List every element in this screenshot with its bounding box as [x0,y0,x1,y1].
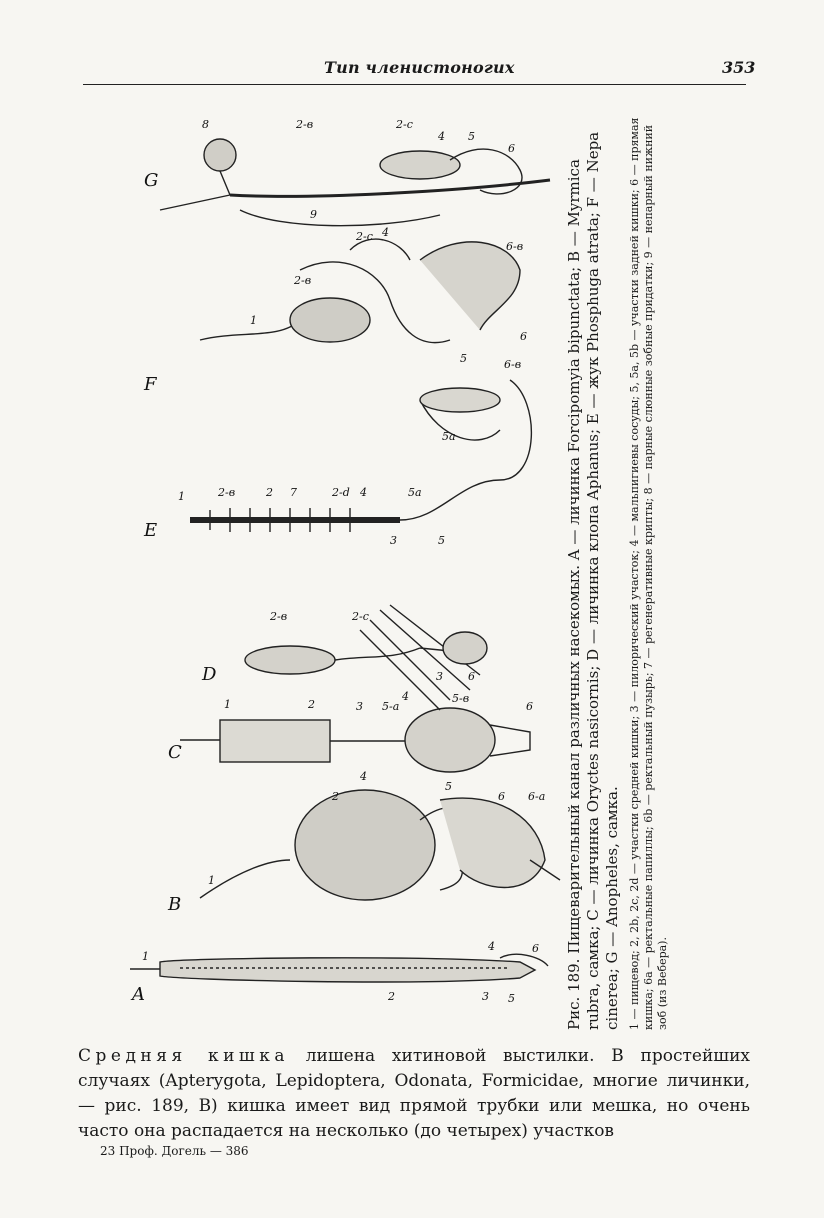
label-c-5b: 5-в [452,692,470,705]
label-e-6b: 6-в [504,358,522,371]
panel-letter-g: G [144,170,159,191]
running-head: Тип членистоногих [324,58,515,77]
footer-signature: 23 Проф. Догель — 386 [100,1144,249,1158]
label-d-4: 4 [402,690,409,703]
label-e-5a-1: 5а [408,486,422,499]
label-b-1: 1 [208,874,215,887]
caption-legend: 1 — пищевод; 2, 2b, 2c, 2d — участки средней кишки; 3 — пилорический участок; 4 — мальпигиевы сосуды; 5, 5a, 5b — участки задней кишки; 6 — прямая кишка; 6a — ректальные папиллы; 6b — ректальный пузырь; 7 — регенеративные крипты; 8 — парные слюнные зобные придатки; 9 — непарный нижний зоб (из Вебера). [628,117,669,1030]
label-f-4: 4 [382,226,389,239]
label-d-6: 6 [468,670,475,683]
label-d-2c: 2-с [352,610,369,623]
label-a-2: 2 [388,990,395,1003]
label-b-6: 6 [498,790,505,803]
panel-e-drawing [190,380,531,532]
body-paragraph [78,1044,750,1144]
label-c-1: 1 [224,698,231,711]
label-d-3: 3 [436,670,443,683]
caption-main: Рис. 189. Пищеварительный канал различных насекомых. A — личинка Forcipomyia bipunctata; B — Myrmica rubra, самка; C — личинка Oryctes nasicornis; D — личинка клопа Aphanus; E — жук Phosphuga atrata; F — Nepa cinerea; G — Anopheles, самка. [565,131,621,1030]
label-b-6a: 6-a [528,790,546,803]
label-f-2b: 2-в [294,274,312,287]
label-c-5a: 5-a [382,700,400,713]
label-g-9: 9 [310,208,317,221]
label-e-1: 1 [178,490,185,503]
panel-f-drawing [200,239,520,343]
header-rule [83,84,746,85]
label-b-2: 2 [332,790,339,803]
label-a-1: 1 [142,950,149,963]
label-e-2: 2 [266,486,273,499]
label-f-1: 1 [250,314,257,327]
label-f-5: 5 [460,352,467,365]
label-f-6b: 6-в [506,240,524,253]
panel-letter-e: E [144,520,158,541]
panel-letter-b: B [168,894,182,915]
body-spaced-lead: Средняя кишка [78,1046,289,1066]
label-g-8: 8 [202,118,209,131]
label-e-2b: 2-в [218,486,236,499]
label-a-6: 6 [532,942,539,955]
label-g-5: 5 [468,130,475,143]
label-c-6: 6 [526,700,533,713]
label-e-5: 5 [438,534,445,547]
panel-letter-a: A [132,984,145,1005]
label-a-5: 5 [508,992,515,1005]
label-g-6: 6 [508,142,515,155]
body-text: лишена хитиновой выстилки. В простейших случаях (Apterygota, Lepidoptera, Odonata, Formicidae, многие личинки, — рис. 189, B) кишка имеет вид прямой трубки или мешка, но очень часто она распадается на несколько (до четырех) участков [78,1046,750,1141]
panel-g-drawing [160,139,550,226]
label-g-2c: 2-с [396,118,413,131]
label-g-2b: 2-в [296,118,314,131]
label-c-3: 3 [356,700,363,713]
label-e-7: 7 [290,486,297,499]
label-a-4: 4 [488,940,495,953]
label-f-6: 6 [520,330,527,343]
figure-caption [565,110,700,1030]
panel-a-drawing [130,954,548,982]
panel-letter-f: F [144,374,157,395]
label-e-4: 4 [360,486,367,499]
label-c-4: 4 [360,770,367,783]
panel-b-drawing [200,790,560,900]
label-f-2c: 2-с [356,230,373,243]
panel-letter-d: D [202,664,217,685]
label-e-2d: 2-d [332,486,350,499]
label-e-5a-2: 5а [442,430,456,443]
label-b-5: 5 [445,780,452,793]
label-c-2: 2 [308,698,315,711]
label-a-3: 3 [482,990,489,1003]
page-number: 353 [722,58,756,77]
label-e-3: 3 [390,534,397,547]
label-g-4: 4 [438,130,445,143]
panel-letter-c: C [168,742,182,763]
panel-c-drawing [180,708,530,772]
label-d-2b: 2-в [270,610,288,623]
